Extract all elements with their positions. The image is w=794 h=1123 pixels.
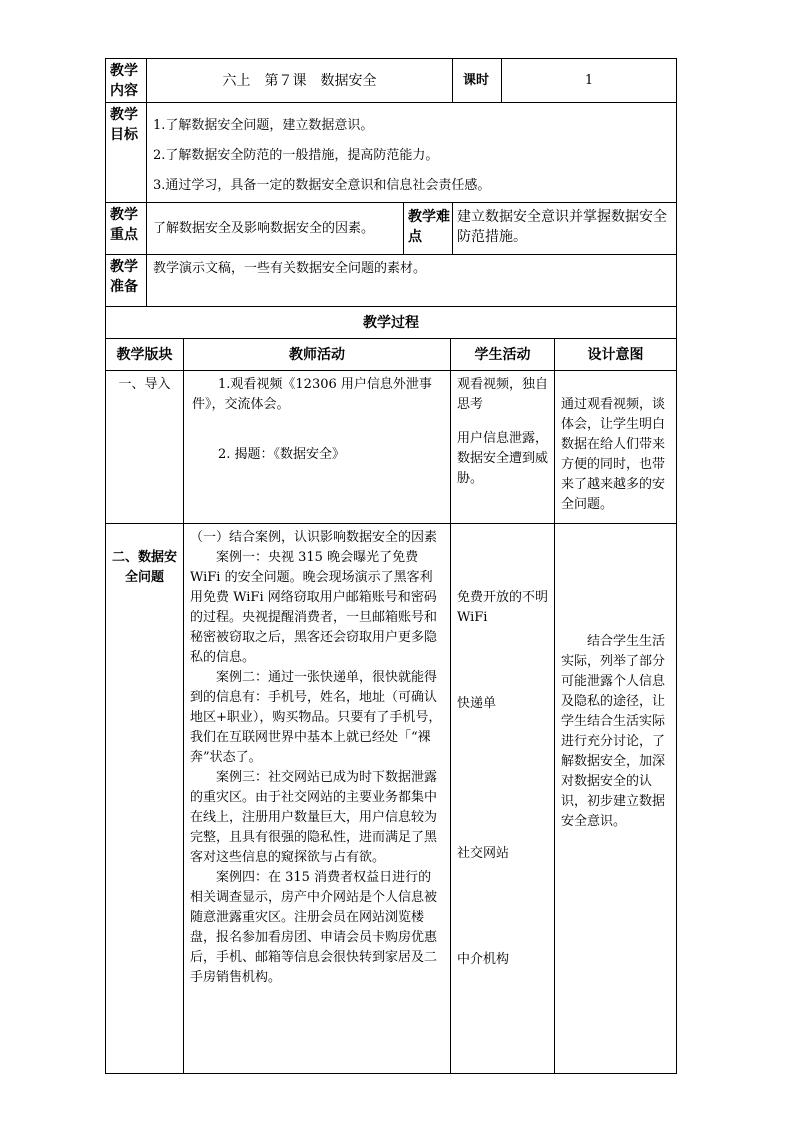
focus-text: 了解数据安全及影响数据安全的因素。 [147, 203, 404, 255]
period-value: 1 [502, 59, 677, 103]
teacher-activity-item: 案例三：社交网站已成为时下数据泄露的重灾区。由于社交网站的主要业务都集中在线上，注册用户数量巨大，用户信息较为完整，且具有很强的隐私性，进而满足了黑客对这些信息的窥探欲与占有欲。 [190, 770, 438, 865]
column-header: 学生活动 [451, 339, 555, 371]
goals-list [147, 103, 677, 203]
goal-item: 3.通过学习，具备一定的数据安全意识和信息社会责任感。 [153, 178, 491, 193]
teacher-activity [184, 524, 451, 1074]
student-activity-item: 用户信息泄露，数据安全遭到威胁。 [457, 431, 549, 486]
student-activity-item: 免费开放的不明 WiFi [457, 590, 549, 625]
process-table [105, 306, 677, 1074]
content-label: 教学内容 [106, 59, 147, 103]
column-header: 设计意图 [555, 339, 677, 371]
teacher-activity-item: 2. 揭题：《数据安全》 [218, 447, 346, 462]
column-header: 教学版块 [106, 339, 184, 371]
process-title: 教学过程 [106, 307, 677, 339]
goal-item: 2.了解数据安全防范的一般措施，提高防范能力。 [153, 148, 439, 163]
prep-text: 教学演示文稿，一些有关数据安全问题的素材。 [147, 255, 677, 307]
student-activity-item: 快递单 [457, 696, 497, 711]
student-activity-item: 中介机构 [457, 952, 510, 967]
difficulty-label: 教学难点 [404, 203, 453, 255]
table-row [106, 524, 677, 1074]
focus-label: 教学重点 [106, 203, 147, 255]
column-header: 教师活动 [184, 339, 451, 371]
student-activity [451, 524, 555, 1074]
section-label: 一、导入 [106, 371, 184, 524]
prep-label: 教学准备 [106, 255, 147, 307]
student-activity [451, 371, 555, 524]
lesson-info-table [105, 58, 677, 307]
teacher-activity-item: （一）结合案例，认识影响数据安全的因素 [190, 530, 438, 545]
goals-label: 教学目标 [106, 103, 147, 203]
teacher-activity-item: 案例二：通过一张快递单，很快就能得到的信息有：手机号，姓名，地址（可确认地区+职业），购买物品。只要有了手机号，我们在互联网世界中基本上就已经处「“裸奔”状态了。 [190, 670, 442, 765]
table-row [106, 371, 677, 524]
goal-item: 1.了解数据安全问题，建立数据意识。 [153, 118, 374, 133]
teacher-activity-item: 案例四：在 315 消费者权益日进行的相关调查显示，房产中介网站是个人信息被随意泄露重灾区。注册会员在网站浏览楼盘，报名参加看房团、申请会员卡购房优惠后，手机、邮箱等信息会很快转到家居及二手房销售机构。 [190, 870, 438, 985]
lesson-title: 六上 第７课 数据安全 [147, 59, 453, 103]
difficulty-text: 建立数据安全意识并掌握数据安全防范措施。 [453, 203, 677, 255]
period-label: 课时 [453, 59, 502, 103]
teacher-activity-item: 案例一：央视 315 晚会曝光了免费 WiFi 的安全问题。晚会现场演示了黑客利用免费 WiFi 网络窃取用户邮箱账号和密码的过程。央视提醒消费者，一旦邮箱账号和秘密被窃取之后，黑客还会窃取用户更多隐私的信息。 [190, 550, 438, 665]
student-activity-item: 观看视频，独自思考 [457, 377, 549, 412]
teacher-activity [184, 371, 451, 524]
student-activity-item: 社交网站 [457, 846, 510, 861]
teacher-activity-item: 1.观看视频《12306 用户信息外泄事件》，交流体会。 [192, 377, 432, 412]
design-intent: 通过观看视频，谈体会，让学生明白数据在给人们带来方便的同时，也带来了越来越多的安全问题。 [555, 371, 677, 524]
section-label: 二、数据安全问题 [106, 524, 184, 1074]
design-intent: 结合学生生活实际，列举了部分可能泄露个人信息及隐私的途径，让学生结合生活实际进行充分讨论，了解数据安全，加深对数据安全的认识，初步建立数据安全意识。 [555, 524, 677, 1074]
